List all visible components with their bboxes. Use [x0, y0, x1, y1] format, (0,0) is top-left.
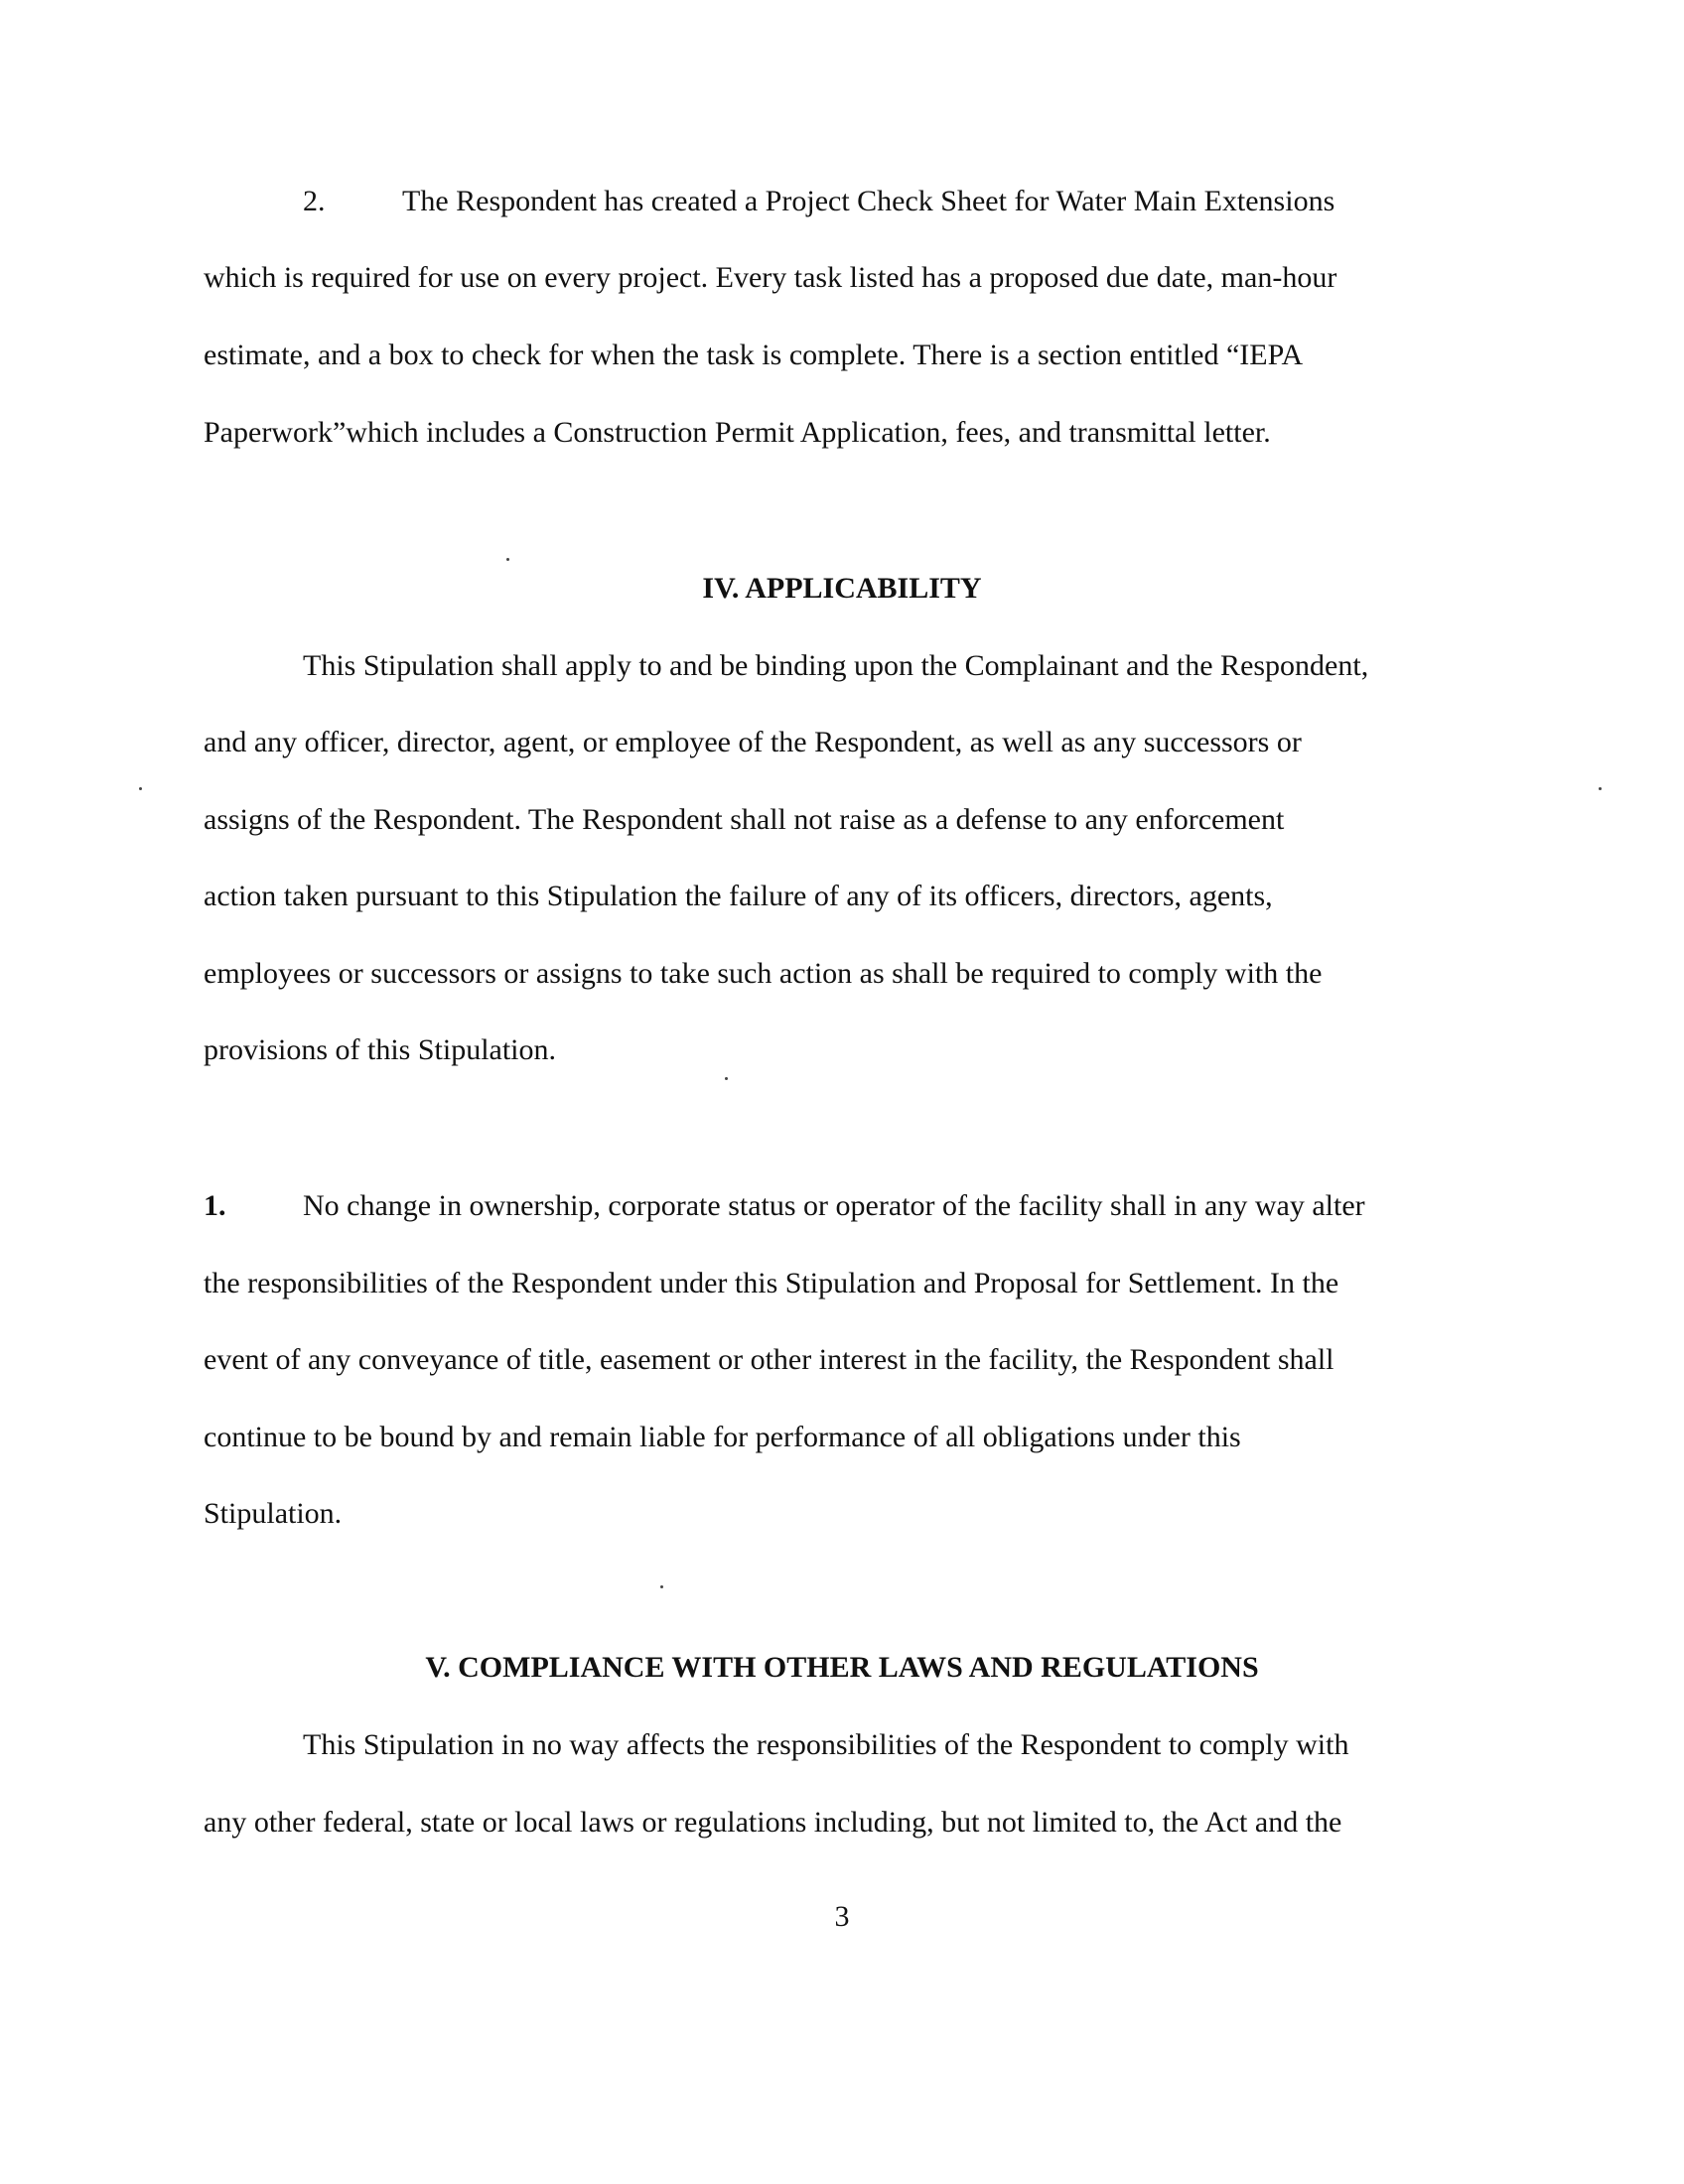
- section-2-line-4: Paperwork”which includes a Construction Permit Application, fees, and transmittal letter.: [204, 416, 1271, 449]
- applicability-line-3: assigns of the Respondent. The Respondent shall not raise as a defense to any enforcement: [204, 803, 1285, 836]
- scan-speck: [1599, 787, 1602, 790]
- scan-speck: [139, 787, 142, 790]
- section-2-number: 2.: [303, 185, 326, 217]
- item-1-line-1: No change in ownership, corporate status or operator of the facility shall in any way alter: [303, 1189, 1365, 1222]
- compliance-heading: V. COMPLIANCE WITH OTHER LAWS AND REGULATIONS: [425, 1651, 1259, 1684]
- section-2-line-3: estimate, and a box to check for when the task is complete. There is a section entitled “IEPA: [204, 339, 1304, 371]
- applicability-heading: IV. APPLICABILITY: [702, 572, 982, 605]
- applicability-line-2: and any officer, director, agent, or employee of the Respondent, as well as any successors or: [204, 726, 1302, 758]
- item-1-number: 1.: [204, 1189, 226, 1222]
- compliance-line-2: any other federal, state or local laws or regulations including, but not limited to, the Act and the: [204, 1806, 1342, 1839]
- scan-speck: [660, 1585, 663, 1588]
- item-1-line-5: Stipulation.: [204, 1497, 343, 1530]
- scan-speck: [725, 1077, 728, 1080]
- applicability-line-1: This Stipulation shall apply to and be binding upon the Complainant and the Respondent,: [303, 649, 1369, 682]
- compliance-line-1: This Stipulation in no way affects the responsibilities of the Respondent to comply with: [303, 1728, 1349, 1761]
- applicability-line-4: action taken pursuant to this Stipulation the failure of any of its officers, directors, agents,: [204, 880, 1273, 912]
- item-1-line-4: continue to be bound by and remain liable for performance of all obligations under this: [204, 1421, 1241, 1453]
- item-1-line-2: the responsibilities of the Respondent under this Stipulation and Proposal for Settlement. In the: [204, 1267, 1339, 1299]
- page-number: 3: [834, 1900, 850, 1933]
- section-2-line-1: The Respondent has created a Project Check Sheet for Water Main Extensions: [402, 185, 1335, 217]
- applicability-line-5: employees or successors or assigns to take such action as shall be required to comply with the: [204, 957, 1323, 990]
- applicability-line-6: provisions of this Stipulation.: [204, 1033, 557, 1066]
- scan-speck: [506, 558, 509, 561]
- item-1-line-3: event of any conveyance of title, easement or other interest in the facility, the Respondent shall: [204, 1343, 1334, 1376]
- section-2-line-2: which is required for use on every project. Every task listed has a proposed due date, man-hour: [204, 261, 1337, 294]
